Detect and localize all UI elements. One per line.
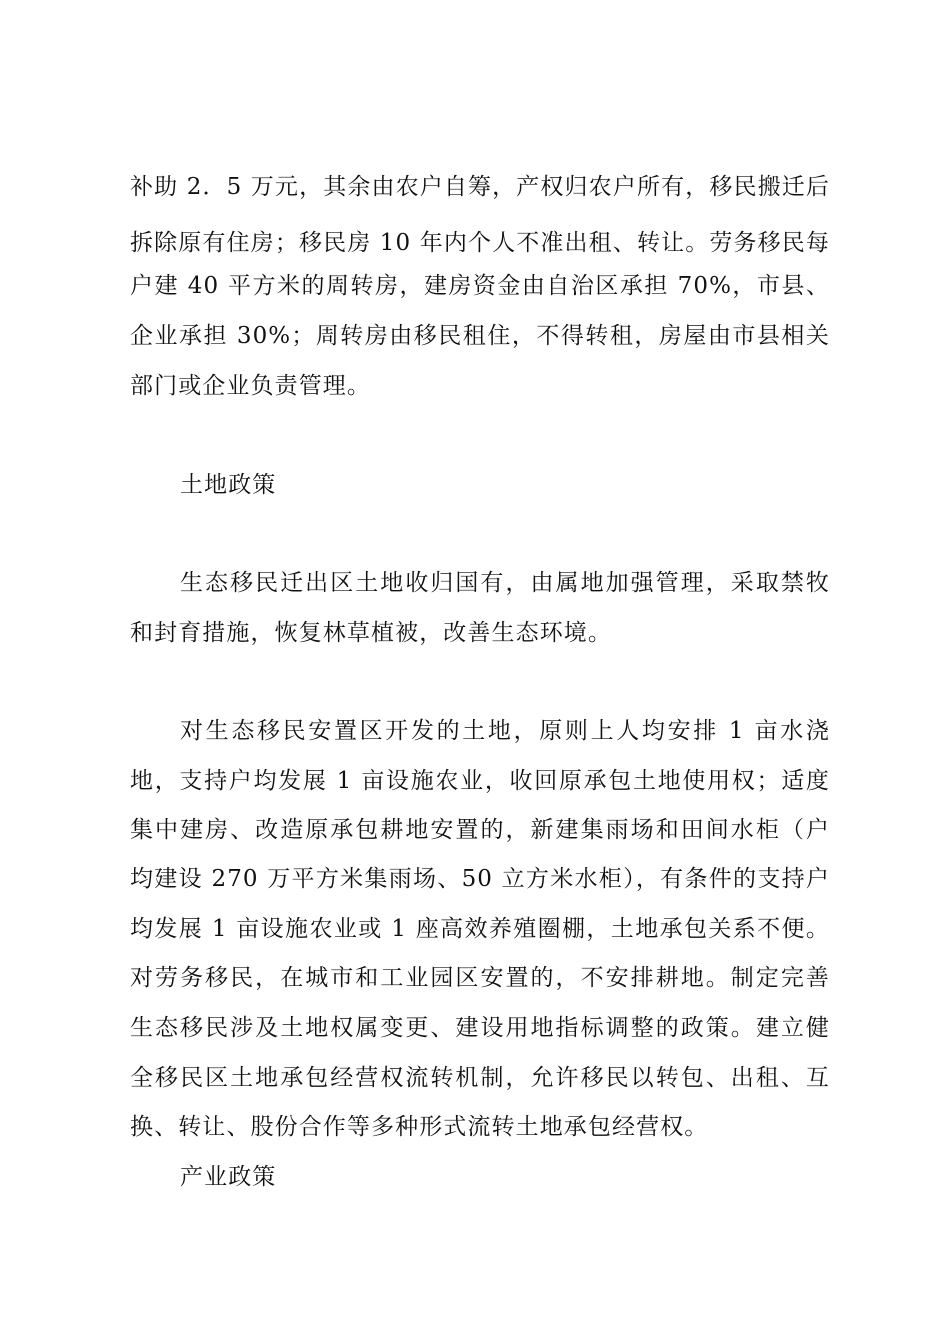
paragraph-1-line-5: 部门或企业负责管理。 — [130, 373, 371, 399]
paragraph-3-line-3: 集中建房、改造原承包耕地安置的，新建集雨场和田间水柜（户 — [130, 817, 830, 843]
section-heading-industry-policy: 产业政策 — [180, 1164, 277, 1190]
paragraph-3-line-1: 对生态移民安置区开发的土地，原则上人均安排 1 亩水浇 — [180, 718, 830, 744]
paragraph-1-line-3: 户建 40 平方米的周转房，建房资金由自治区承担 70%，市县、 — [130, 273, 830, 299]
paragraph-3-line-2: 地，支持户均发展 1 亩设施农业，收回原承包土地使用权；适度 — [130, 768, 830, 794]
paragraph-1-line-2: 拆除原有住房；移民房 10 年内个人不准出租、转让。劳务移民每 — [130, 230, 830, 256]
paragraph-3-line-4: 均建设 270 万平方米集雨场、50 立方米水柜），有条件的支持户 — [130, 866, 830, 892]
paragraph-1-line-1: 补助 2．5 万元，其余由农户自筹，产权归农户所有，移民搬迁后 — [130, 174, 830, 200]
paragraph-3-line-9: 换、转让、股份合作等多种形式流转土地承包经营权。 — [130, 1114, 709, 1140]
section-heading-land-policy: 土地政策 — [180, 472, 277, 498]
paragraph-2-line-2: 和封育措施，恢复林草植被，改善生态环境。 — [130, 620, 612, 646]
paragraph-2-line-1: 生态移民迁出区土地收归国有，由属地加强管理，采取禁牧 — [180, 570, 830, 596]
paragraph-3-line-8: 全移民区土地承包经营权流转机制，允许移民以转包、出租、互 — [130, 1065, 830, 1091]
paragraph-3-line-7: 生态移民涉及土地权属变更、建设用地指标调整的政策。建立健 — [130, 1015, 830, 1041]
paragraph-1-line-4: 企业承担 30%；周转房由移民租住，不得转租，房屋由市县相关 — [130, 323, 830, 349]
paragraph-3-line-6: 对劳务移民，在城市和工业园区安置的，不安排耕地。制定完善 — [130, 965, 830, 991]
paragraph-3-line-5: 均发展 1 亩设施农业或 1 座高效养殖圈棚，土地承包关系不便。 — [130, 916, 830, 942]
